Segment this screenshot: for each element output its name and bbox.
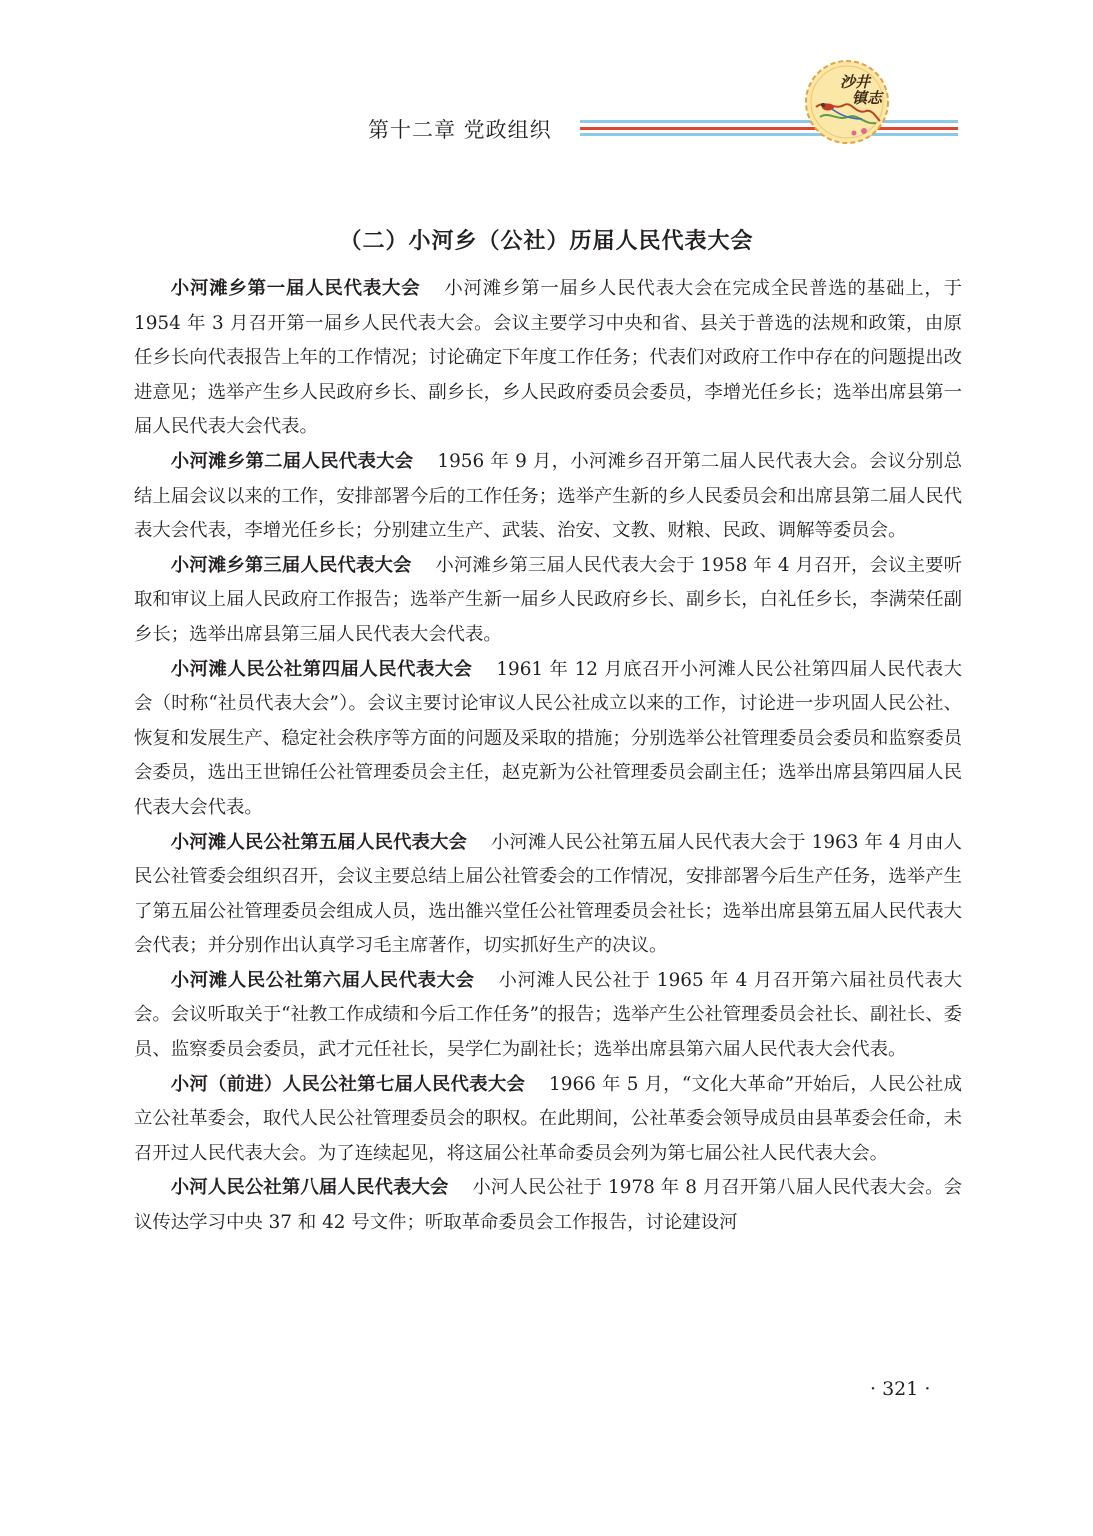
paragraph-text: 小河人民公社于 1978 年 8 月召开第八届人民代表大会。会议传达学习中央 37 和 42 号文件；听取革命委员会工作报告，讨论建设河 <box>134 1177 962 1234</box>
paragraph <box>134 1171 962 1240</box>
header-rule-blue-top <box>580 120 958 123</box>
paragraph-lead: 小河滩乡第一届人民代表大会 <box>170 278 421 299</box>
paragraph-text: 小河滩乡第一届乡人民代表大会在完成全民普选的基础上，于 1954 年 3 月召开第一届乡人民代表大会。会议主要学习中央和省、县关于普选的法规和政策，由原任乡长向代表报告上年的工作情况；讨论确定下年度工作任务；代表们对政府工作中存在的问题提出改进意见；选举产生乡人民政府乡长、副乡长，乡人民政府委员会委员，李增光任乡长；选举出席县第一届人民代表大会代表。 <box>134 278 962 438</box>
header-rule-blue-bottom <box>580 133 958 136</box>
paragraph <box>134 445 962 549</box>
paragraph-lead: 小河滩人民公社第四届人民代表大会 <box>170 658 473 680</box>
paragraph-text: 小河滩乡第三届人民代表大会于 1958 年 4 月召开，会议主要听取和审议上届人民政府工作报告；选举产生新一届乡人民政府乡长、副乡长，白礼任乡长，李满荣任副乡长；选举出席县第三届人民代表大会代表。 <box>134 554 962 645</box>
paragraph <box>134 1068 962 1172</box>
paragraph <box>134 272 962 445</box>
body-text <box>134 272 962 1241</box>
seal-text-line2: 镇志 <box>852 89 883 107</box>
paragraph-lead: 小河人民公社第八届人民代表大会 <box>170 1177 449 1199</box>
gazetteer-seal-logo <box>804 59 890 145</box>
paragraph-lead: 小河滩乡第二届人民代表大会 <box>170 450 414 472</box>
seal-text-line1: 沙井 <box>840 73 871 91</box>
page-number: · 321 · <box>870 1378 931 1400</box>
paragraph-text: 1956 年 9 月，小河滩乡召开第二届人民代表大会。会议分别总结上届会议以来的工作，安排部署今后的工作任务；选举产生新的乡人民委员会和出席县第二届人民代表大会代表，李增光任乡长；分别建立生产、武装、治安、文教、财粮、民政、调解等委员会。 <box>134 450 962 542</box>
paragraph-text: 小河滩人民公社于 1965 年 4 月召开第六届社员代表大会。会议听取关于“社教工作成绩和今后工作任务”的报告；选举产生公社管理委员会社长、副社长、委员、监察委员会委员，武才元任社长，吴学仁为副社长；选举出席县第六届人民代表大会代表。 <box>134 969 962 1061</box>
paragraph <box>134 549 962 653</box>
section-title: （二）小河乡（公社）历届人民代表大会 <box>339 229 754 254</box>
paragraph <box>134 653 962 826</box>
header-rule-red <box>580 127 958 130</box>
paragraph-lead: 小河滩人民公社第六届人民代表大会 <box>170 969 475 991</box>
paragraph-lead: 小河滩人民公社第五届人民代表大会 <box>170 831 468 853</box>
paragraph-text: 小河滩人民公社第五届人民代表大会于 1963 年 4 月由人民公社管委会组织召开，会议主要总结上届公社管委会的工作情况，安排部署今后生产任务，选举产生了第五届公社管理委员会组成人员，选出雒兴堂任公社管理委员会社长；选举出席县第五届人民代表大会代表；并分别作出认真学习毛主席著作，切实抓好生产的决议。 <box>134 831 962 957</box>
paragraph-text: 1961 年 12 月底召开小河滩人民公社第四届人民代表大会（时称“社员代表大会”）。会议主要讨论审议人民公社成立以来的工作，讨论进一步巩固人民公社、恢复和发展生产、稳定社会秩序等方面的问题及采取的措施；分别选举公社管理委员会委员和监察委员会委员，选出王世锦任公社管理委员会主任，赵克新为公社管理委员会副主任；选举出席县第四届人民代表大会代表。 <box>134 658 962 818</box>
chapter-title: 第十二章 党政组织 <box>368 118 552 142</box>
paragraph-text: 1966 年 5 月，“文化大革命”开始后，人民公社成立公社革委会，取代人民公社管理委员会的职权。在此期间，公社革委会领导成员由县革委会任命，未召开过人民代表大会。为了连续起见，将这届公社革命委员会列为第七届公社人民代表大会。 <box>134 1073 962 1164</box>
paragraph <box>134 964 962 1068</box>
paragraph-lead: 小河滩乡第三届人民代表大会 <box>170 554 412 576</box>
paragraph <box>134 826 962 964</box>
paragraph-lead: 小河（前进）人民公社第七届人民代表大会 <box>170 1073 526 1095</box>
